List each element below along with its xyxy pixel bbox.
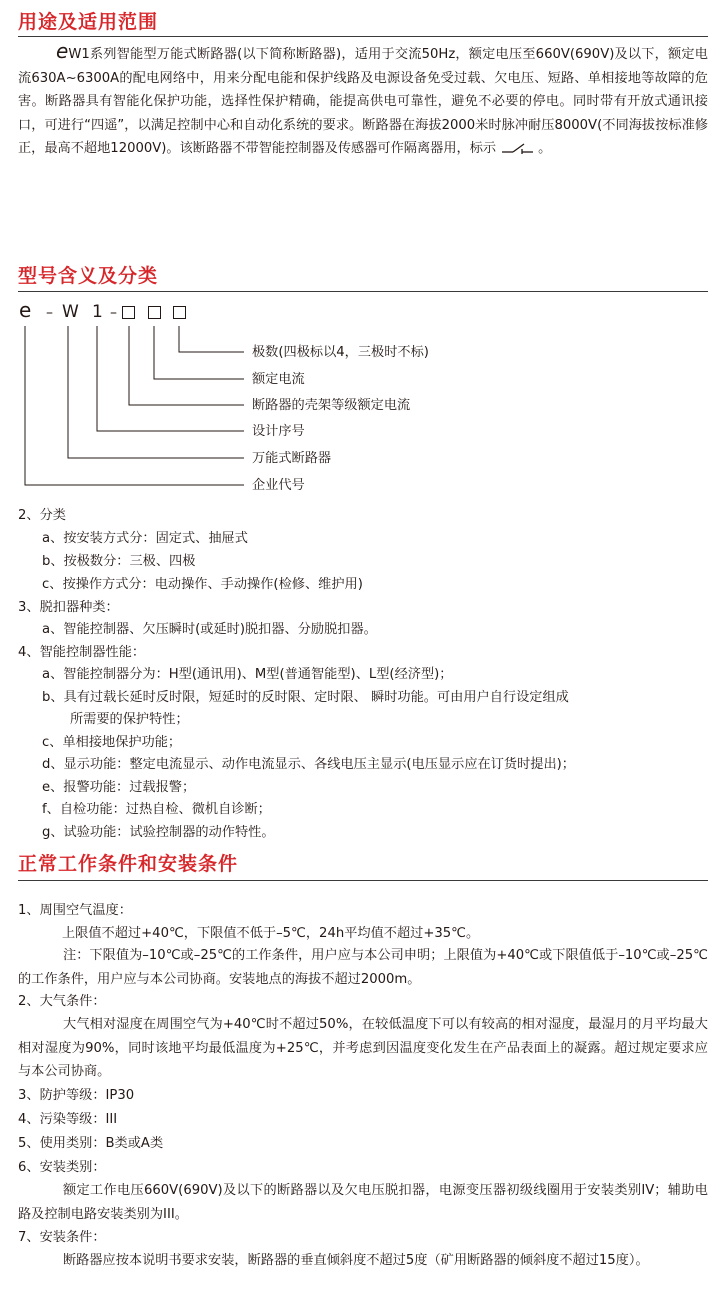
tree-label-rated-current: 额定电流 [252, 372, 305, 387]
classification-line: c、单相接地保护功能； [42, 735, 182, 750]
condition-line: 4、污染等级：III [18, 1112, 118, 1127]
usage-text-end: 。 [538, 141, 552, 156]
tree-label-design-no: 设计序号 [252, 424, 305, 439]
model-code-e: e [19, 298, 32, 322]
condition-line: 上限值不超过+40℃，下限值不低于–5℃，24h平均值不超过+35℃。 [62, 926, 480, 941]
classification-line: c、按操作方式分：电动操作、手动操作(检修、维护用) [42, 577, 363, 592]
model-code-w: W [62, 302, 79, 322]
section-divider [18, 880, 708, 881]
classification-line: a、按安装方式分：固定式、抽屉式 [42, 531, 248, 546]
section-title-conditions: 正常工作条件和安装条件 [18, 853, 239, 875]
condition-line: 2、大气条件： [18, 994, 106, 1009]
condition-line: 5、使用类别：B类或A类 [18, 1136, 164, 1151]
condition-paragraph: 大气相对湿度在周围空气为+40℃时不超过50%，在较低温度下可以有较高的相对湿度，最湿月的月平均最大相对湿度为90%，同时该地平均最低温度为+25℃，并考虑到因温度变化发生在产品表面上的凝露。超过规定要求应与本公司协商。 [18, 1017, 708, 1079]
model-code-tree-lines [0, 0, 720, 500]
classification-line: f、自检功能：过热自检、微机自诊断； [42, 802, 271, 817]
condition-line: 6、安装类别： [18, 1160, 106, 1175]
usage-text: W1系列智能型万能式断路器(以下简称断路器)，适用于交流50Hz，额定电压至660V(690V)及以下，额定电流630A~6300A的配电网络中，用来分配电能和保护线路及电源设备免受过载、欠电压、短路、单相接地等故障的危害。断路器具有智能化保护功能，选择性保护精确，能提高供电可靠性，避免不必要的停电。同时带有开放式通讯接口，可进行“四遥”，以满足控制中心和自动化系统的要求。断路器在海拔2000米时脉冲耐压8000V(不同海拔按标准修正，最高不超地12000V)。该断路器不带智能控制器及传感器可作隔离器用，标示 [18, 47, 708, 156]
condition-paragraph: 断路器应按本说明书要求安装，断路器的垂直倾斜度不超过5度（矿用断路器的倾斜度不超过15度）。 [63, 1253, 649, 1268]
brand-logo-mark: e [56, 39, 69, 63]
condition-line: 3、防护等级：IP30 [18, 1088, 135, 1103]
section-title-usage: 用途及适用范围 [18, 11, 159, 33]
classification-line: a、智能控制器分为：H型(通讯用)、M型(普通智能型)、L型(经济型)； [42, 667, 453, 682]
tree-label-breaker-type: 万能式断路器 [252, 451, 332, 466]
condition-line: 1、周围空气温度： [18, 903, 132, 918]
model-code-1: 1 [92, 302, 103, 322]
classification-line: b、具有过载长延时反时限，短延时的反时限、定时限、 瞬时功能。可由用户自行设定组成 [42, 690, 569, 705]
classification-line: e、报警功能：过载报警； [42, 780, 196, 795]
model-code-dash: – [46, 305, 53, 321]
condition-note: 注：下限值为–10℃或–25℃的工作条件，用户应与本公司申明；上限值为+40℃或下限值低于–10℃或–25℃的工作条件，用户应与本公司协商。安装地点的海拔不超过2000m。 [18, 948, 708, 987]
classification-line: a、智能控制器、欠压瞬时(或延时)脱扣器、分励脱扣器。 [42, 622, 377, 637]
tree-label-company-code: 企业代号 [252, 478, 305, 493]
classification-line: 2、分类 [18, 508, 66, 523]
classification-line: g、试验功能：试验控制器的动作特性。 [42, 825, 275, 840]
tree-label-frame-current: 断路器的壳架等级额定电流 [252, 398, 411, 413]
classification-line: 所需要的保护特性； [70, 712, 189, 727]
classification-line: b、按极数分：三极、四极 [42, 554, 196, 569]
condition-line: 7、安装条件： [18, 1230, 106, 1245]
classification-line: 4、智能控制器性能： [18, 645, 146, 660]
section-title-model: 型号含义及分类 [18, 265, 159, 287]
model-code-dash: – [110, 305, 117, 321]
condition-paragraph: 额定工作电压660V(690V)及以下的断路器以及欠电压脱扣器，电源变压器初级线圈用于安装类别IV；辅助电路及控制电路安装类别为III。 [18, 1183, 708, 1222]
classification-line: 3、脱扣器种类： [18, 600, 119, 615]
tree-label-poles: 极数(四极标以4，三极时不标) [252, 345, 429, 360]
classification-line: d、显示功能：整定电流显示、动作电流显示、各线电压主显示(电压显示应在订货时提出)； [42, 757, 575, 772]
